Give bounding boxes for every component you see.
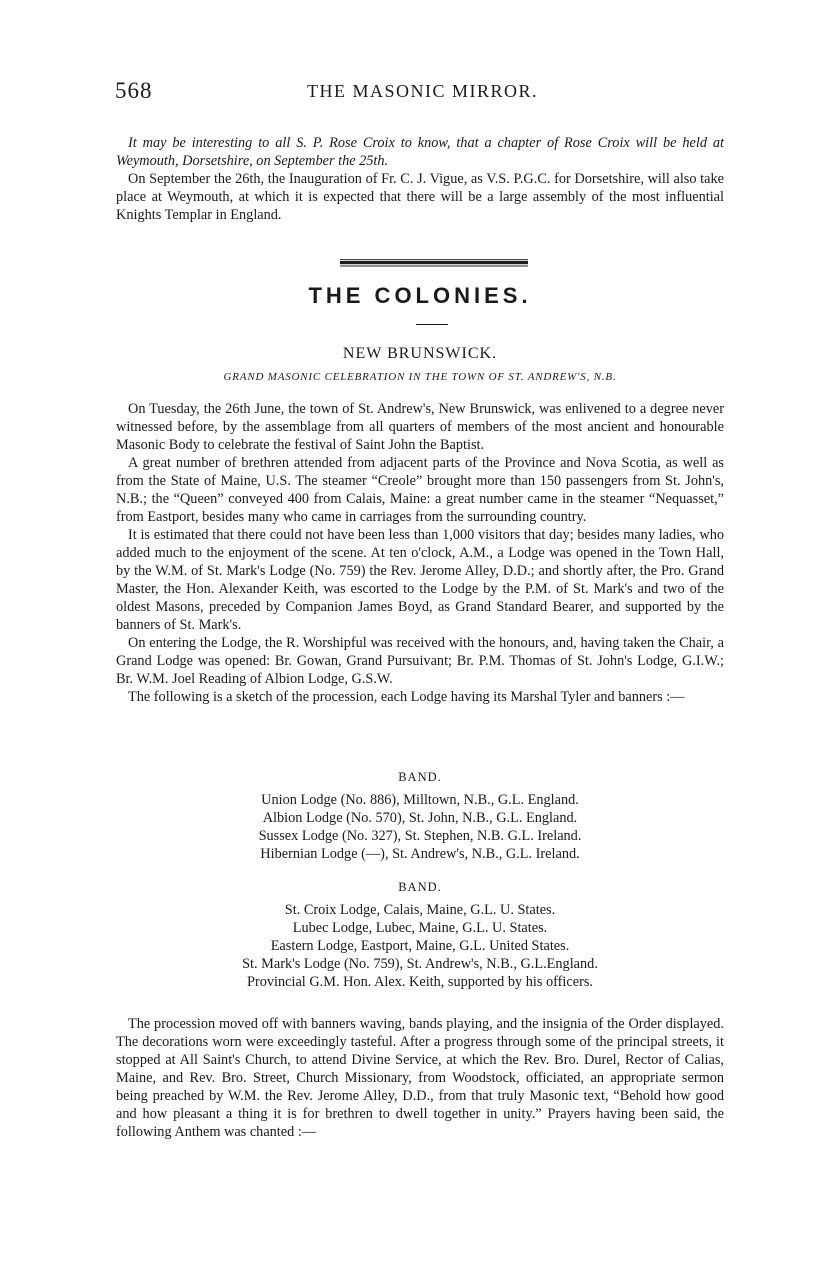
procession-group-2 — [116, 901, 724, 991]
procession-line: Eastern Lodge, Eastport, Maine, G.L. United States. — [270, 938, 570, 954]
closing-block — [116, 1015, 724, 1141]
procession-line: Sussex Lodge (No. 327), St. Stephen, N.B. G.L. Ireland. — [258, 828, 582, 844]
paragraph-celebration: On Tuesday, the 26th June, the town of St. Andrew's, New Brunswick, was enlivened to a degree never witnessed before, by the assemblage from all quarters of members of the most ancient and honourable Masonic Body to celebrate the festival of Saint John the Baptist. — [116, 401, 724, 453]
journal-title: THE MASONIC MIRROR. — [306, 81, 539, 101]
section-subheading: NEW BRUNSWICK. — [342, 345, 498, 362]
band-label: BAND. — [398, 770, 442, 784]
paragraph-procession-intro: The following is a sketch of the procession, each Lodge having its Marshal Tyler and banners :— — [128, 689, 685, 705]
paragraph-attendance: A great number of brethren attended from adjacent parts of the Province and Nova Scotia, as well as from the State of Maine, U.S. The steamer “Creole” brought more than 150 passengers from St. John's, N.B.; the “Queen” conveyed 400 from Calais, Maine: a great number came in the steamer “Nequasset,” from Eastport, besides many who came in carriages from the surrounding country. — [116, 455, 724, 525]
procession-line: Lubec Lodge, Lubec, Maine, G.L. U. States. — [292, 920, 548, 936]
page-number: 568 — [115, 78, 153, 103]
procession-line: Provincial G.M. Hon. Alex. Keith, supported by his officers. — [247, 974, 593, 990]
procession-line: Union Lodge (No. 886), Milltown, N.B., G.L. England. — [261, 792, 579, 808]
band-label: BAND. — [398, 880, 442, 894]
running-head — [115, 78, 730, 112]
procession-line: Albion Lodge (No. 570), St. John, N.B., G.L. England. — [262, 810, 578, 826]
procession-line: Hibernian Lodge (—), St. Andrew's, N.B., G.L. Ireland. — [260, 846, 580, 862]
procession-line: St. Mark's Lodge (No. 759), St. Andrew's, N.B., G.L.England. — [242, 956, 598, 972]
paragraph-lodge-opening: On entering the Lodge, the R. Worshipful was received with the honours, and, having taken the Chair, a Grand Lodge was opened: Br. Gowan, Grand Pursuivant; Br. P.M. Thomas of St. John's Lodge, G.I.W.; Br. W.M. Joel Reading of Albion Lodge, G.S.W. — [116, 635, 724, 687]
paragraph-visitors: It is estimated that there could not have been less than 1,000 visitors that day; besides many ladies, who added much to the enjoyment of the scene. At ten o'clock, A.M., a Lodge was opened in the Town Hall, by the W.M. of St. Mark's Lodge (No. 759) the Rev. Jerome Alley, D.D.; and shortly after, the Pro. Grand Master, the Hon. Alexander Keith, was escorted to the Lodge by the P.M. of St. Mark's and two of the oldest Masons, preceded by Companion James Boyd, as Grand Standard Bearer, and supported by the banners of St. Mark's. — [116, 527, 724, 633]
article-title: GRAND MASONIC CELEBRATION IN THE TOWN OF ST. ANDREW'S, N.B. — [223, 371, 617, 383]
short-rule — [416, 324, 448, 325]
article-body — [116, 400, 724, 706]
ornamental-rule — [340, 259, 528, 267]
procession-group-1 — [116, 791, 724, 863]
procession-line: St. Croix Lodge, Calais, Maine, G.L. U. States. — [284, 902, 556, 918]
notices-block — [116, 134, 724, 224]
section-title: THE COLONIES. — [308, 283, 532, 308]
notice-inauguration: On September the 26th, the Inauguration of Fr. C. J. Vigue, as V.S. P.G.C. for Dorsetshire, will also take place at Weymouth, at which it is expected that there will be a large assembly of the most influential Knights Templar in England. — [116, 171, 724, 223]
notice-rose-croix: It may be interesting to all S. P. Rose Croix to know, that a chapter of Rose Croix will be held at Weymouth, Dorsetshire, on September the 25th. — [116, 135, 724, 169]
paragraph-church-service: The procession moved off with banners waving, bands playing, and the insignia of the Order displayed. The decorations worn were exceedingly tasteful. After a progress through some of the principal streets, it stopped at All Saint's Church, to attend Divine Service, at which the Rev. Bro. Durel, Rector of Calias, Maine, and Rev. Bro. Street, Church Missionary, from Woodstock, officiated, an appropriate sermon being preached by W.M. the Rev. Jerome Alley, D.D., from that truly Masonic text, “Behold how good and how pleasant a thing it is for brethren to dwell together in unity.” Prayers having been said, the following Anthem was chanted :— — [116, 1016, 724, 1140]
